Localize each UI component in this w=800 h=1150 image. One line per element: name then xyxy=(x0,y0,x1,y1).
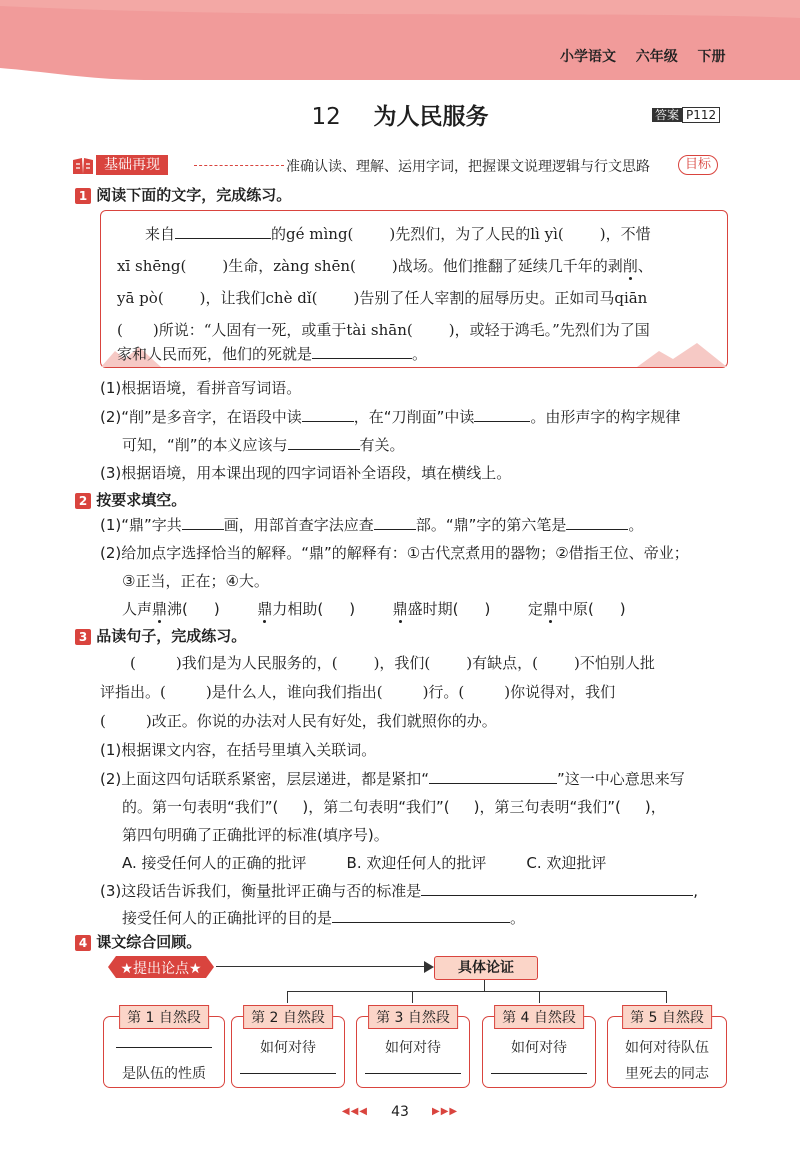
q4-heading xyxy=(75,931,201,952)
connector-drop-5 xyxy=(666,991,667,1003)
passage-line-4: ( )所说：“人固有一死，或重于tài shān( )，或轻于鸿毛。”先烈们为了国 xyxy=(117,321,650,339)
q2-heading xyxy=(75,489,186,510)
passage-line-5: 家和人民而死，他们的死就是 。 xyxy=(117,345,428,363)
passage-line-2: xī shēng( )生命，zàng shēn( )战场。他们推翻了延续几千年的剥削、 xyxy=(117,257,653,275)
q1-passage-box xyxy=(100,210,728,368)
header-wave-shape xyxy=(0,0,800,80)
option-b: B. 欢迎任何人的批评 xyxy=(346,854,487,872)
card-top-text: 如何对待 xyxy=(511,1040,567,1056)
connector-drop-2 xyxy=(287,991,288,1003)
book-info xyxy=(560,46,726,66)
q3-sub1: (1)根据课文内容，在括号里填入关联词。 xyxy=(100,741,377,759)
card-top-text: 如何对待 xyxy=(260,1040,316,1056)
card-tag: 第 4 自然段 xyxy=(494,1005,584,1029)
paragraph-card-4 xyxy=(482,1010,596,1088)
star-icon: ★ xyxy=(120,961,133,977)
paragraph-card-3 xyxy=(356,1010,470,1088)
blank-line xyxy=(240,1073,336,1074)
box-mountain-right xyxy=(637,341,727,367)
q4-number: 4 xyxy=(75,935,91,951)
q3-title: 品读句子，完成练习。 xyxy=(96,627,247,645)
blank-line xyxy=(365,1073,461,1074)
q3-heading xyxy=(75,625,246,646)
book-series: 小学语文 xyxy=(560,49,616,65)
q1-title: 阅读下面的文字，完成练习。 xyxy=(96,186,292,204)
right-arrows-icon: ▶▶▶ xyxy=(432,1106,459,1117)
paragraph-card-5 xyxy=(607,1010,727,1088)
section-dash-line xyxy=(194,165,284,166)
lesson-number: 12 xyxy=(311,104,341,130)
page-number: 43 xyxy=(391,1103,409,1120)
answer-page: P112 xyxy=(682,107,720,123)
left-arrows-icon: ◀◀◀ xyxy=(341,1106,368,1117)
blank-line xyxy=(116,1047,212,1048)
connector-drop-4 xyxy=(539,991,540,1003)
q4-title: 课文综合回顾。 xyxy=(96,933,202,951)
card-tag: 第 3 自然段 xyxy=(368,1005,458,1029)
q1-sub2-cont: 可知，“削”的本义应该与 有关。 xyxy=(122,436,405,454)
goal-tag-label: 目标 xyxy=(685,157,712,172)
card-tag: 第 2 自然段 xyxy=(243,1005,333,1029)
star-icon: ★ xyxy=(189,961,202,977)
arrow-head xyxy=(424,961,434,973)
option-a: A. 接受任何人的正确的批评 xyxy=(122,854,307,872)
q3-options xyxy=(122,852,606,873)
q1-heading xyxy=(75,184,291,205)
thesis-label xyxy=(108,956,214,978)
passage-line-1: 来自 的gé mìng( )先烈们，为了人民的lì yì( )，不惜 xyxy=(145,225,651,243)
argument-label xyxy=(434,956,538,980)
q3-sub3-cont: 接受任何人的正确批评的目的是 。 xyxy=(122,909,526,927)
connector-horizontal xyxy=(287,991,667,992)
section-name: 基础再现 xyxy=(104,157,160,173)
answer-ref xyxy=(652,106,720,123)
q2-number: 2 xyxy=(75,493,91,509)
card-tag: 第 5 自然段 xyxy=(622,1005,712,1029)
section-goal: 准确认读、理解、运用字词，把握课文说理逻辑与行文思路 xyxy=(286,159,650,175)
q3-para-line-1: ( )我们是为人民服务的，( )，我们( )有缺点，( )不怕别人批 xyxy=(130,654,655,672)
q3-sub2-cont: 的。第一句表明“我们”( )，第二句表明“我们”( )，第三句表明“我们”( )， xyxy=(122,798,666,816)
passage-line-3: yā pò( )，让我们chè dǐ( )告别了任人宰割的屈辱历史。正如司马qiān xyxy=(117,289,648,307)
goal-tag xyxy=(678,155,718,175)
page-footer xyxy=(0,1101,800,1120)
card-top-text: 如何对待队伍 xyxy=(625,1040,709,1056)
paragraph-card-1 xyxy=(103,1010,225,1088)
q1-sub3: (3)根据语境，用本课出现的四字词语补全语段，填在横线上。 xyxy=(100,464,512,482)
blank-line xyxy=(491,1073,587,1074)
card-bottom-text: 是队伍的性质 xyxy=(122,1066,206,1082)
card-top-text: 如何对待 xyxy=(385,1040,441,1056)
lesson-name: 为人民服务 xyxy=(373,104,489,130)
q2-items: 人声鼎沸( ) 鼎力相助( ) 鼎盛时期( ) 定鼎中原( ) xyxy=(122,600,626,618)
card-tag: 第 1 自然段 xyxy=(119,1005,209,1029)
q3-number: 3 xyxy=(75,629,91,645)
q3-sub2: (2)上面这四句话联系紧密，层层递进，都是紧扣“ ”这一中心意思来写 xyxy=(100,770,685,788)
q3-para-line-2: 评指出。( )是什么人，谁向我们指出( )行。( )你说得对，我们 xyxy=(100,683,616,701)
q3-para-line-3: ( )改正。你说的办法对人民有好处，我们就照你的办。 xyxy=(100,712,497,730)
book-volume: 下册 xyxy=(697,49,726,65)
paragraph-card-2 xyxy=(231,1010,345,1088)
card-bottom-text: 里死去的同志 xyxy=(625,1066,709,1082)
q3-sub2-cont2: 第四句明确了正确批评的标准(填序号)。 xyxy=(122,826,389,844)
q1-sub1: (1)根据语境，看拼音写词语。 xyxy=(100,379,302,397)
q2-title: 按要求填空。 xyxy=(96,491,187,509)
q1-number: 1 xyxy=(75,188,91,204)
option-c: C. 欢迎批评 xyxy=(526,854,607,872)
book-grade: 六年级 xyxy=(635,49,678,65)
argument-label-text: 具体论证 xyxy=(458,960,514,976)
book-icon xyxy=(72,156,94,176)
connector-drop-3 xyxy=(412,991,413,1003)
q3-sub3: (3)这段话告诉我们，衡量批评正确与否的标准是 , xyxy=(100,882,699,900)
section-header xyxy=(72,155,728,177)
q2-sub2-cont: ③正当，正在；④大。 xyxy=(122,572,269,590)
dotted-char-xue: 削 xyxy=(622,257,638,275)
q1-sub2: (2)“削”是多音字，在语段中读 ，在“刀削面”中读 。由形声字的构字规律 xyxy=(100,408,681,426)
arrow-line xyxy=(216,966,426,967)
answer-label: 答案 xyxy=(652,108,682,122)
header-band xyxy=(0,0,800,80)
q2-sub1: (1)“鼎”字共 画，用部首查字法应查 部。“鼎”字的第六笔是 。 xyxy=(100,516,644,534)
thesis-label-text: 提出论点 xyxy=(133,961,189,977)
q2-sub2: (2)给加点字选择恰当的解释。“鼎”的解释有：①古代烹煮用的器物；②借指王位、帝业； xyxy=(100,544,689,562)
section-name-tag xyxy=(96,155,168,175)
